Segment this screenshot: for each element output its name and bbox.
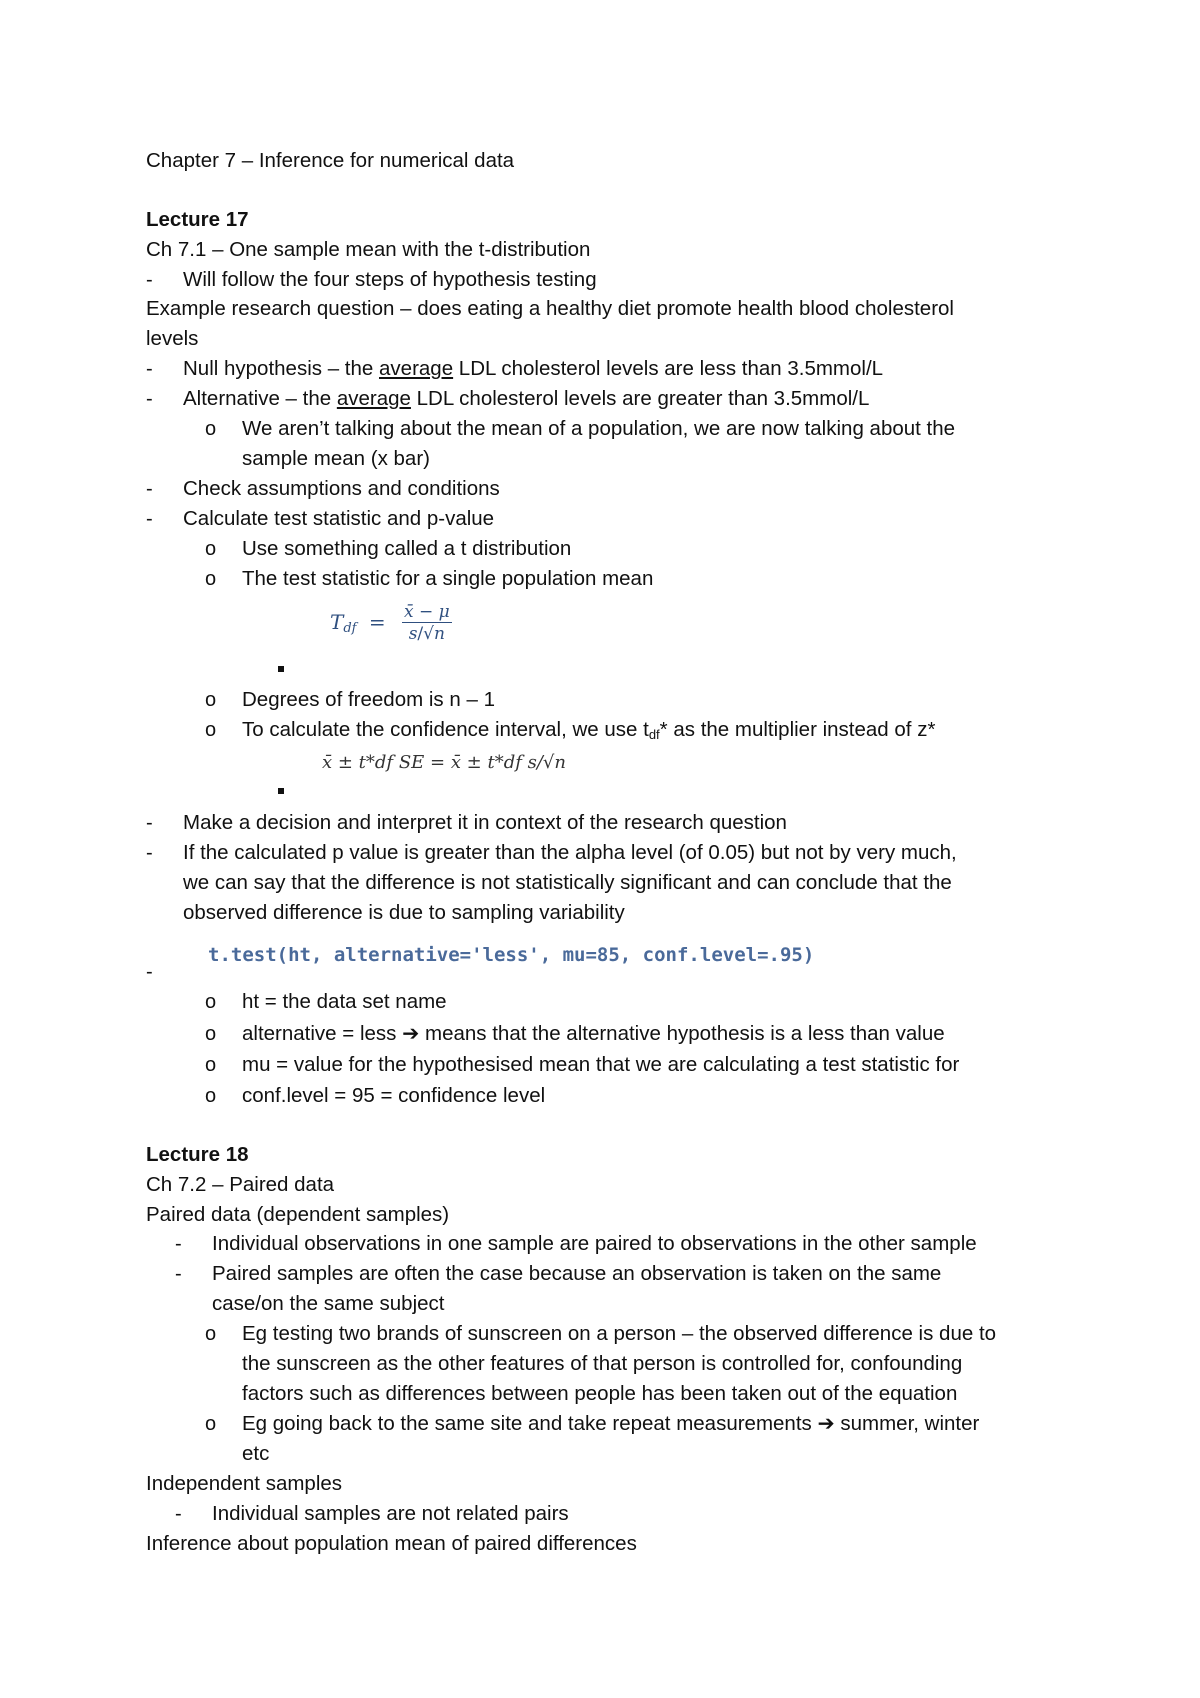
lecture-18-heading: Lecture 18 <box>146 1143 249 1166</box>
dash-bullet: - <box>175 1263 182 1285</box>
circle-bullet: o <box>205 418 217 440</box>
bullet-calculate: Calculate test statistic and p-value <box>183 507 495 530</box>
circle-bullet: o <box>205 1413 217 1435</box>
dash-bullet: - <box>146 358 153 380</box>
sub-ht: ht = the data set name <box>242 990 447 1013</box>
paired-data-title: Paired data (dependent samples) <box>146 1203 450 1226</box>
arrow-icon: ➔ <box>817 1412 835 1435</box>
dash-bullet: - <box>146 269 153 291</box>
circle-bullet: o <box>205 719 217 741</box>
dash-bullet: - <box>146 508 153 530</box>
circle-bullet: o <box>205 538 217 560</box>
circle-bullet: o <box>205 1023 217 1045</box>
bullet-four-steps: Will follow the four steps of hypothesis testing <box>183 268 597 291</box>
circle-bullet: o <box>205 1054 217 1076</box>
example-question-line2: levels <box>146 327 199 350</box>
bullet-pvalue-line2: we can say that the difference is not statistically significant and can conclude that the <box>183 871 952 894</box>
bullet-paired-samples-line1: Paired samples are often the case because an observation is taken on the same <box>212 1262 942 1285</box>
square-bullet <box>278 666 284 672</box>
sub-alternative: alternative = less ➔ means that the alternative hypothesis is a less than value <box>242 1022 945 1045</box>
circle-bullet: o <box>205 991 217 1013</box>
square-bullet <box>278 788 284 794</box>
t-statistic-formula: $T_{df}$ = $\frac{x̄ - \mu}{s/√n}$ <box>330 602 450 644</box>
bullet-null-hypothesis: Null hypothesis – the average LDL cholesterol levels are less than 3.5mmol/L <box>183 357 884 380</box>
dash-bullet: - <box>175 1233 182 1255</box>
circle-bullet: o <box>205 568 217 590</box>
circle-bullet: o <box>205 689 217 711</box>
r-code-snippet: t.test(ht, alternative='less', mu=85, conf.level=.95) <box>208 944 815 966</box>
independent-samples-title: Independent samples <box>146 1472 343 1495</box>
sub-mu: mu = value for the hypothesised mean that we are calculating a test statistic for <box>242 1053 960 1076</box>
sub-sunscreen-line3: factors such as differences between people has been taken out of the equation <box>242 1382 958 1405</box>
dash-bullet: - <box>146 961 153 983</box>
dash-bullet: - <box>146 812 153 834</box>
bullet-individual-observations: Individual observations in one sample are paired to observations in the other sample <box>212 1232 977 1255</box>
bullet-pvalue-line1: If the calculated p value is greater than the alpha level (of 0.05) but not by very much, <box>183 841 957 864</box>
section-7-1: Ch 7.1 – One sample mean with the t-distribution <box>146 238 591 261</box>
bullet-paired-samples-line2: case/on the same subject <box>212 1292 445 1315</box>
bullet-pvalue-line3: observed difference is due to sampling variability <box>183 901 625 924</box>
sub-test-statistic: The test statistic for a single population mean <box>242 567 654 590</box>
sub-confidence-interval: To calculate the confidence interval, we use $t_{df}*$ as the multiplier instead of z* <box>242 718 936 742</box>
circle-bullet: o <box>205 1085 217 1107</box>
circle-bullet: o <box>205 1323 217 1345</box>
sub-conf-level: conf.level = 95 = confidence level <box>242 1084 546 1107</box>
dash-bullet: - <box>146 478 153 500</box>
bullet-check-assumptions: Check assumptions and conditions <box>183 477 500 500</box>
sub-repeat-measurements-line2: etc <box>242 1442 270 1465</box>
sub-sunscreen-line1: Eg testing two brands of sunscreen on a person – the observed difference is due to <box>242 1322 997 1345</box>
confidence-interval-formula: x̄ ± t*df SE = x̄ ± t*df s/√n <box>322 752 566 773</box>
dash-bullet: - <box>146 842 153 864</box>
section-7-2: Ch 7.2 – Paired data <box>146 1173 335 1196</box>
sub-sample-mean-line2: sample mean (x bar) <box>242 447 430 470</box>
sub-sample-mean-line1: We aren’t talking about the mean of a population, we are now talking about the <box>242 417 956 440</box>
example-question-line1: Example research question – does eating a healthy diet promote health blood cholesterol <box>146 297 954 320</box>
sub-sunscreen-line2: the sunscreen as the other features of that person is controlled for, confounding <box>242 1352 963 1375</box>
bullet-decision: Make a decision and interpret it in context of the research question <box>183 811 787 834</box>
lecture-17-heading: Lecture 17 <box>146 208 249 231</box>
chapter-title: Chapter 7 – Inference for numerical data <box>146 149 515 172</box>
sub-degrees-of-freedom: Degrees of freedom is n – 1 <box>242 688 495 711</box>
sub-t-distribution: Use something called a t distribution <box>242 537 572 560</box>
bullet-not-related: Individual samples are not related pairs <box>212 1502 569 1525</box>
arrow-icon: ➔ <box>402 1022 420 1045</box>
dash-bullet: - <box>146 388 153 410</box>
inference-paired-differences: Inference about population mean of paired differences <box>146 1532 637 1555</box>
sub-repeat-measurements-line1: Eg going back to the same site and take repeat measurements ➔ summer, winter <box>242 1412 980 1435</box>
dash-bullet: - <box>175 1503 182 1525</box>
bullet-alternative: Alternative – the average LDL cholesterol levels are greater than 3.5mmol/L <box>183 387 870 410</box>
